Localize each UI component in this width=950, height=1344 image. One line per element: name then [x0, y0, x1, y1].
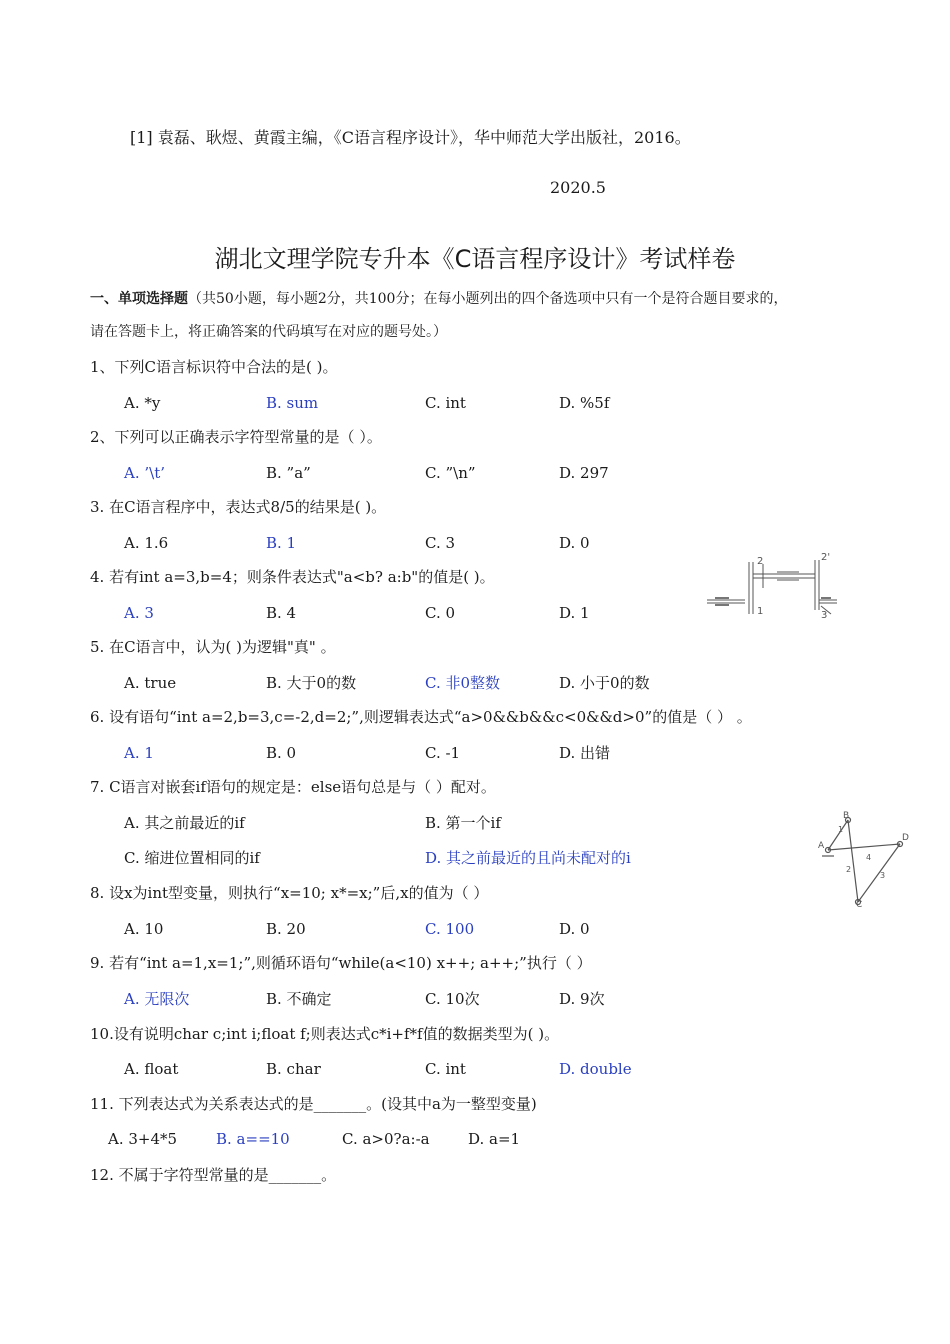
fig2-label-4: 4 — [866, 853, 872, 862]
q9-option-a: A. 无限次 — [124, 990, 190, 1008]
q3-option-c: C. 3 — [425, 534, 456, 552]
q3-option-b: B. 1 — [266, 534, 297, 552]
fig2-label-1: 1 — [838, 825, 844, 834]
section-instruction-2: 请在答题卡上，将正确答案的代码填写在对应的题号处。） — [90, 324, 447, 340]
q8-option-d: D. 0 — [559, 920, 590, 938]
fig2-label-d: D — [902, 833, 909, 843]
q3-option-d: D. 0 — [559, 534, 590, 552]
q1-option-d: D. %5f — [559, 394, 610, 412]
q8-option-b: B. 20 — [266, 920, 306, 938]
q1-option-c: C. int — [425, 394, 466, 412]
fig2-label-b: B — [843, 811, 850, 821]
q5-option-d: D. 小于0的数 — [559, 674, 650, 692]
question-7: 7. C语言对嵌套if语句的规定是：else语句总是与（ ）配对。 — [90, 778, 496, 796]
q11-option-b: B. a==10 — [216, 1130, 290, 1148]
fig2-label-a: A — [818, 841, 825, 851]
q11-option-d: D. a=1 — [468, 1130, 521, 1148]
q6-option-d: D. 出错 — [559, 744, 611, 762]
q11-option-a: A. 3+4*5 — [108, 1130, 178, 1148]
question-3: 3. 在C语言程序中，表达式8/5的结果是( )。 — [90, 498, 387, 516]
q2-option-c: C. ”\n” — [425, 464, 476, 482]
gear-train-figure — [705, 548, 840, 623]
q9-option-b: B. 不确定 — [266, 990, 332, 1008]
q5-option-b: B. 大于0的数 — [266, 674, 357, 692]
fig2-label-3: 3 — [880, 871, 886, 880]
q4-option-a: A. 3 — [124, 604, 154, 622]
section-header — [90, 288, 787, 309]
question-5: 5. 在C语言中，认为( )为逻辑"真" 。 — [90, 638, 336, 656]
q5-option-a: A. true — [124, 674, 177, 692]
reference-citation: [1] 袁磊、耿煜、黄霞主编，《C语言程序设计》，华中师范大学出版社，2016。 — [130, 128, 691, 147]
page-title: 湖北文理学院专升本《C语言程序设计》考试样卷 — [214, 245, 736, 273]
q4-option-d: D. 1 — [559, 604, 590, 622]
question-8: 8. 设x为int型变量，则执行“x=10; x*=x;”后,x的值为（ ） — [90, 884, 489, 902]
fig2-label-2: 2 — [846, 865, 852, 874]
q1-option-b: B. sum — [266, 394, 319, 412]
q1-option-a: A. *y — [124, 394, 161, 412]
fig1-label-3: 3 — [821, 610, 828, 621]
question-12: 12. 不属于字符型常量的是_______。 — [90, 1166, 337, 1184]
section-heading: 一、单项选择题 — [90, 291, 188, 307]
question-9: 9. 若有“int a=1,x=1;”,则循环语句“while(a<10) x++; a++;”执行（ ） — [90, 954, 592, 972]
section-instruction-1: （共50小题，每小题2分，共100分；在每小题列出的四个备选项中只有一个是符合题目要求的， — [188, 291, 788, 307]
question-10: 10.设有说明char c;int i;float f;则表达式c*i+f*f值的数据类型为( )。 — [90, 1025, 560, 1043]
q7-option-a: A. 其之前最近的if — [124, 814, 245, 832]
q2-option-d: D. 297 — [559, 464, 609, 482]
q7-option-b: B. 第一个if — [425, 814, 501, 832]
q11-option-c: C. a>0?a:-a — [342, 1130, 430, 1148]
q6-option-c: C. -1 — [425, 744, 461, 762]
question-1: 1、下列C语言标识符中合法的是( )。 — [90, 358, 338, 376]
q10-option-a: A. float — [124, 1060, 179, 1078]
q4-option-b: B. 4 — [266, 604, 297, 622]
q3-option-a: A. 1.6 — [124, 534, 169, 552]
q2-option-a: A. ’\t’ — [124, 464, 165, 482]
fig1-label-2prime: 2' — [821, 552, 831, 563]
fig1-label-2: 2 — [757, 556, 764, 567]
q7-option-c: C. 缩进位置相同的if — [124, 849, 260, 867]
q7-option-d: D. 其之前最近的且尚未配对的i — [425, 849, 631, 867]
q2-option-b: B. ”a” — [266, 464, 311, 482]
q8-option-c: C. 100 — [425, 920, 475, 938]
fig1-label-1: 1 — [757, 606, 764, 617]
q5-option-c: C. 非0整数 — [425, 674, 501, 692]
q6-option-a: A. 1 — [124, 744, 154, 762]
question-4: 4. 若有int a=3,b=4；则条件表达式"a<b? a:b"的值是( )。 — [90, 568, 495, 586]
q9-option-c: C. 10次 — [425, 990, 480, 1008]
document-date: 2020.5 — [550, 178, 606, 197]
q9-option-d: D. 9次 — [559, 990, 605, 1008]
q4-option-c: C. 0 — [425, 604, 456, 622]
fig2-label-c: C — [856, 900, 863, 908]
q10-option-d: D. double — [559, 1060, 632, 1078]
linkage-figure — [818, 810, 910, 908]
question-6: 6. 设有语句“int a=2,b=3,c=-2,d=2;”,则逻辑表达式“a>0&&b&&c<0&&d>0”的值是（ ） 。 — [90, 708, 752, 726]
question-11: 11. 下列表达式为关系表达式的是_______。(设其中a为一整型变量) — [90, 1095, 537, 1113]
question-2: 2、下列可以正确表示字符型常量的是（ ）。 — [90, 428, 382, 446]
q8-option-a: A. 10 — [124, 920, 164, 938]
q6-option-b: B. 0 — [266, 744, 297, 762]
q10-option-c: C. int — [425, 1060, 466, 1078]
q10-option-b: B. char — [266, 1060, 321, 1078]
